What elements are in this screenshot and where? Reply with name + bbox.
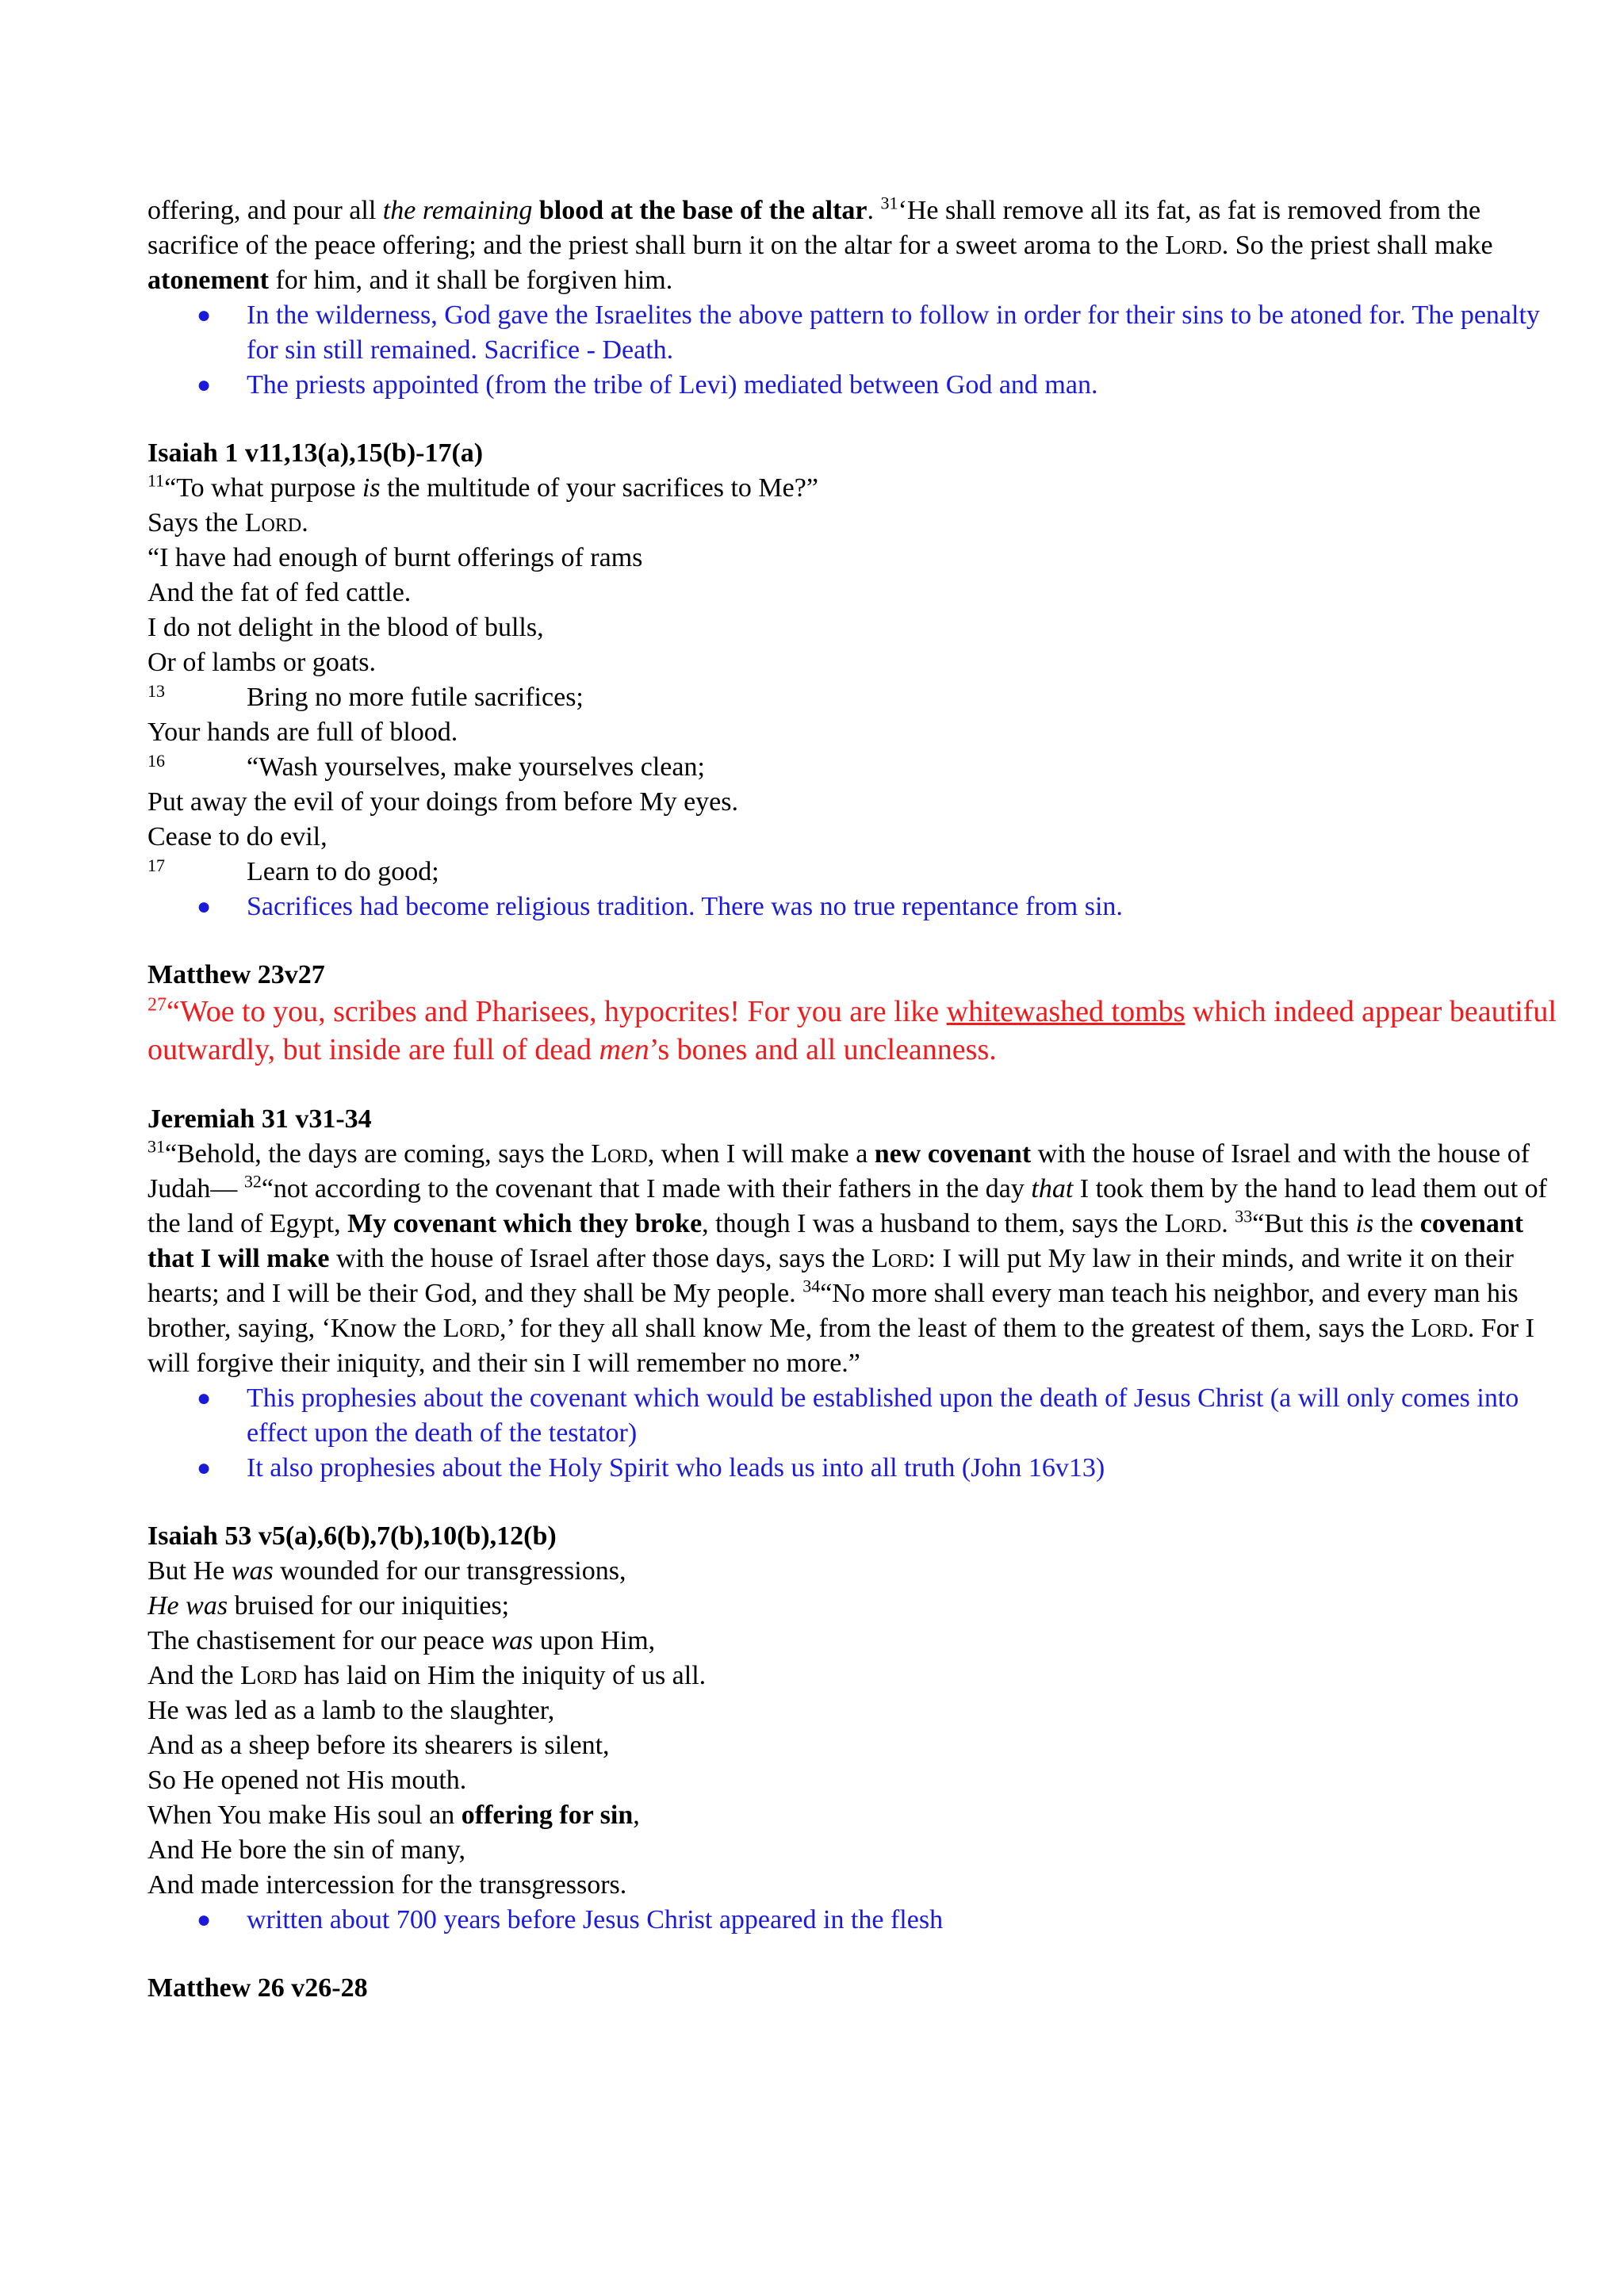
poem-line: Put away the evil of your doings from before My eyes. [147, 787, 738, 817]
text-segment: When You make His soul an [147, 1800, 462, 1830]
text-segment: The chastisement for our peace [147, 1626, 492, 1655]
poem-line: I do not delight in the blood of bulls, [147, 613, 544, 642]
text-segment: for him, and it shall be forgiven him. [268, 266, 673, 295]
lord-smallcaps: Lord [1411, 1314, 1468, 1343]
matthew-23-quote [147, 993, 1575, 1069]
bold-segment: blood at the base of the altar [538, 196, 868, 225]
note-item [147, 1451, 1575, 1486]
text-segment: , though I was a husband to them, says the [702, 1209, 1165, 1238]
bullet-icon: ● [197, 894, 212, 920]
text-segment: “But this [1252, 1209, 1356, 1238]
bullet-icon: ● [197, 1907, 212, 1933]
text-segment: , when I will make a [647, 1139, 875, 1169]
bold-segment: atonement [147, 266, 269, 295]
isaiah-53-notes [147, 1903, 1575, 1938]
bold-segment: new covenant [874, 1139, 1032, 1169]
poem-line: And He bore the sin of many, [147, 1835, 465, 1865]
underlined-segment: whitewashed tombs [946, 995, 1185, 1028]
poem-line: And as a sheep before its shearers is silent, [147, 1731, 610, 1760]
text-segment: ‘He shall remove all its fat, as fat is removed from the sacrifice of the peace offering; and the priest shall burn it on the altar for a sweet aroma to the [147, 196, 1481, 260]
leviticus-notes [147, 298, 1575, 403]
text-segment: bruised for our iniquities; [228, 1591, 510, 1621]
bullet-icon: ● [197, 1385, 212, 1411]
poem-line: Or of lambs or goats. [147, 648, 377, 677]
note-text: In the wilderness, God gave the Israelites the above pattern to follow in order for their sins to be atoned for. The penalty for sin still remained. Sacrifice - Death. [247, 300, 1540, 365]
bold-segment: My covenant which they broke [347, 1209, 703, 1238]
poem-line [147, 855, 1575, 890]
lord-smallcaps: Lord [1165, 231, 1222, 260]
note-text: written about 700 years before Jesus Christ appeared in the flesh [247, 1905, 944, 1934]
text-segment: I took them by the hand to lead them out of the land of Egypt, [147, 1174, 1547, 1238]
note-item [147, 368, 1575, 403]
text-segment: ’s bones and all uncleanness. [649, 1033, 997, 1066]
poem-line: And the fat of fed cattle. [147, 578, 412, 607]
text-segment: “Woe to you, scribes and Pharisees, hypocrites! For you are like [167, 995, 947, 1028]
poem-line: Cease to do evil, [147, 822, 327, 851]
poem-line: Your hands are full of blood. [147, 718, 458, 747]
bullet-icon: ● [197, 302, 212, 328]
text-segment: Learn to do good; [247, 857, 439, 886]
verse-number: 31 [147, 1136, 165, 1157]
bold-segment: offering for sin [461, 1800, 634, 1830]
section-gap [147, 1938, 1575, 1971]
poem-line [147, 1589, 1575, 1624]
text-segment: has laid on Him the iniquity of us all. [297, 1661, 707, 1690]
italic-segment: was [491, 1626, 534, 1655]
verse-number: 31 [880, 193, 898, 213]
text-segment: “No more shall every man teach his neighbor, and every man his brother, saying, ‘Know the [147, 1279, 1519, 1343]
bullet-icon: ● [197, 1455, 212, 1481]
text-segment: the multitude of your sacrifices to Me?” [380, 473, 818, 503]
italic-segment: is [1355, 1209, 1374, 1238]
leviticus-passage [147, 193, 1575, 298]
verse-number: 27 [147, 994, 167, 1016]
verse-number: 16 [147, 751, 165, 771]
italic-segment: He was [147, 1591, 228, 1621]
text-segment: . [867, 196, 881, 225]
verse-number: 34 [802, 1276, 821, 1296]
verse-number: 13 [147, 681, 165, 701]
section-gap [147, 403, 1575, 436]
section-gap [147, 1486, 1575, 1519]
lord-smallcaps: Lord [244, 508, 302, 538]
text-segment: wounded for our transgressions, [273, 1556, 626, 1586]
italic-segment: the remaining [382, 196, 533, 225]
italic-segment: is [362, 473, 381, 503]
poem-line [147, 471, 1575, 506]
italic-segment: that [1031, 1174, 1074, 1203]
italic-segment: men [599, 1033, 649, 1066]
text-segment: ,’ for they all shall know Me, from the least of them to the greatest of them, says the [500, 1314, 1411, 1343]
text-segment: Bring no more futile sacrifices; [247, 683, 584, 712]
verse-number: 32 [243, 1171, 262, 1192]
text-segment: “Behold, the days are coming, says the [165, 1139, 592, 1169]
note-text: This prophesies about the covenant which would be established upon the death of Jesus Christ (a will only comes into effect upon the death of the testator) [247, 1383, 1519, 1448]
text-segment: with the house of Israel after those days, says the [329, 1244, 872, 1273]
section-heading-matthew-26: Matthew 26 v26-28 [147, 1973, 368, 2003]
section-gap [147, 924, 1575, 958]
isaiah-1-notes [147, 890, 1575, 924]
document-body [147, 193, 1575, 2006]
text-segment [532, 196, 539, 225]
poem-line [147, 1659, 1575, 1693]
text-segment: offering, and pour all [147, 196, 383, 225]
note-text: Sacrifices had become religious tradition. There was no true repentance from sin. [247, 892, 1123, 921]
lord-smallcaps: Lord [871, 1244, 929, 1273]
poem-line: He was led as a lamb to the slaughter, [147, 1696, 555, 1725]
poem-line: So He opened not His mouth. [147, 1766, 467, 1795]
poem-line [147, 506, 1575, 541]
verse-number: 33 [1235, 1206, 1253, 1226]
poem-line: “I have had enough of burnt offerings of rams [147, 543, 643, 572]
text-segment: And the [147, 1661, 241, 1690]
verse-number: 11 [147, 470, 165, 491]
poem-line [147, 1798, 1575, 1833]
lord-smallcaps: Lord [240, 1661, 297, 1690]
poem-line [147, 680, 1575, 715]
poem-line [147, 1624, 1575, 1659]
bold-segment: covenant that I will make [147, 1209, 1524, 1273]
jeremiah-31-notes [147, 1381, 1575, 1486]
section-heading-isaiah-1: Isaiah 1 v11,13(a),15(b)-17(a) [147, 438, 484, 468]
jeremiah-31-passage [147, 1137, 1575, 1381]
text-segment: . So the priest shall make [1221, 231, 1493, 260]
text-segment: “To what purpose [164, 473, 362, 503]
poem-line: And made intercession for the transgressors. [147, 1870, 627, 1900]
lord-smallcaps: Lord [591, 1139, 648, 1169]
section-heading-matthew-23: Matthew 23v27 [147, 960, 325, 989]
text-segment: which indeed appear beautiful outwardly, but inside are full of dead [147, 995, 1557, 1066]
text-segment: upon Him, [533, 1626, 656, 1655]
section-heading-jeremiah-31: Jeremiah 31 v31-34 [147, 1104, 372, 1134]
text-segment: But He [147, 1556, 232, 1586]
text-segment: . For I will forgive their iniquity, and their sin I will remember no more.” [147, 1314, 1534, 1378]
text-segment: . [301, 508, 308, 538]
text-segment: with the house of Israel and with the house of Judah— [147, 1139, 1530, 1203]
text-segment: the [1373, 1209, 1420, 1238]
text-segment: . [1221, 1209, 1235, 1238]
poem-line [147, 750, 1575, 785]
text-segment: , [633, 1800, 640, 1830]
note-item [147, 1903, 1575, 1938]
note-text: The priests appointed (from the tribe of Levi) mediated between God and man. [247, 370, 1098, 400]
lord-smallcaps: Lord [442, 1314, 500, 1343]
bullet-icon: ● [197, 372, 212, 398]
section-gap [147, 1069, 1575, 1102]
note-item [147, 1381, 1575, 1451]
lord-smallcaps: Lord [1164, 1209, 1222, 1238]
verse-number: 17 [147, 855, 165, 875]
text-segment: “Wash yourselves, make yourselves clean; [247, 752, 705, 782]
text-segment: : I will put My law in their minds, and write it on their hearts; and I will be their God, and they shall be My people. [147, 1244, 1515, 1308]
note-text: It also prophesies about the Holy Spirit who leads us into all truth (John 16v13) [247, 1453, 1105, 1483]
text-segment: Says the [147, 508, 245, 538]
section-heading-isaiah-53: Isaiah 53 v5(a),6(b),7(b),10(b),12(b) [147, 1521, 557, 1551]
note-item [147, 890, 1575, 924]
poem-line [147, 1554, 1575, 1589]
text-segment: “not according to the covenant that I made with their fathers in the day [261, 1174, 1032, 1203]
italic-segment: was [231, 1556, 274, 1586]
note-item [147, 298, 1575, 368]
